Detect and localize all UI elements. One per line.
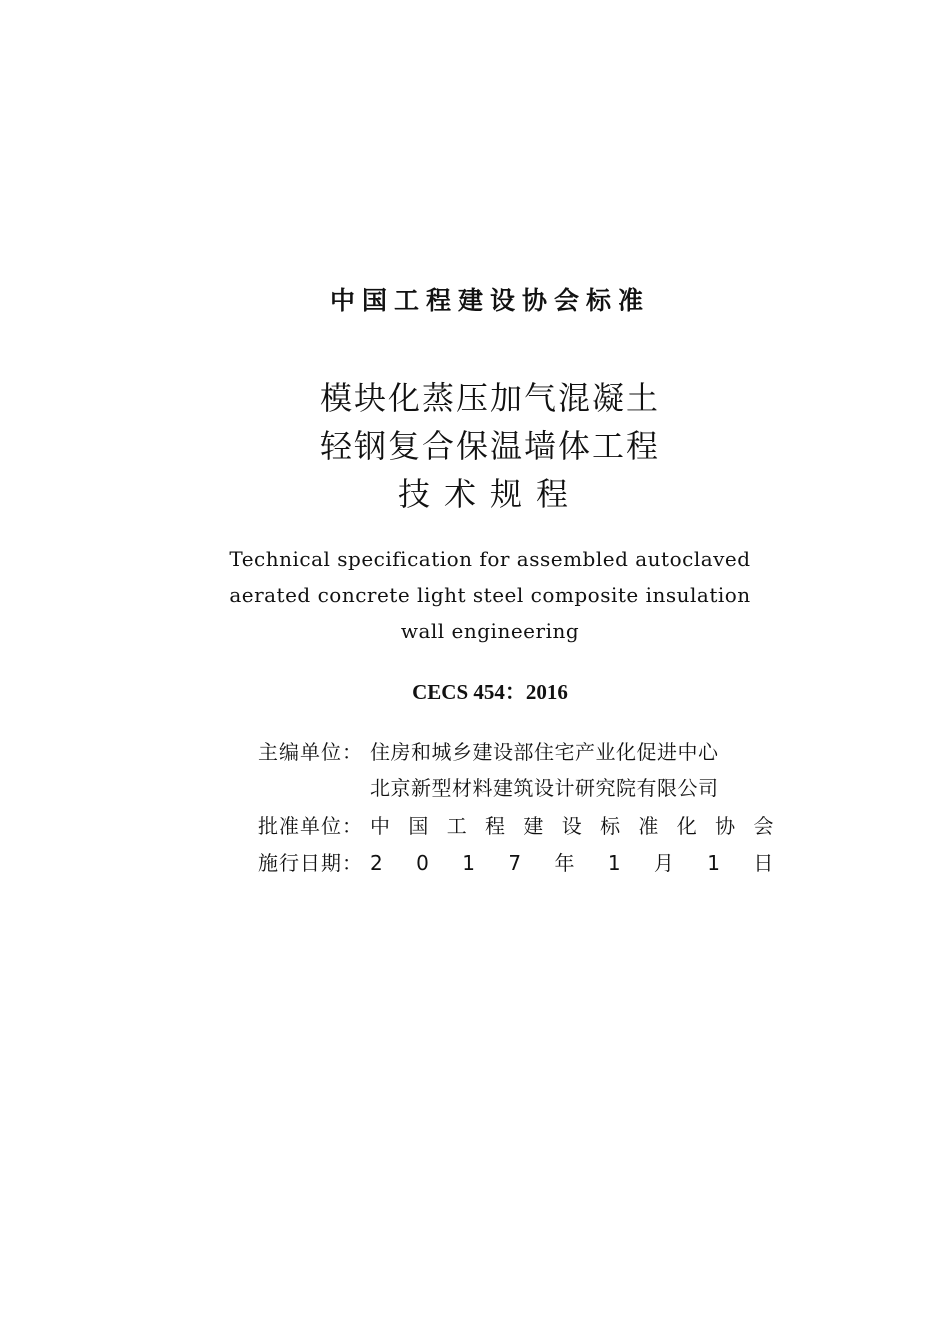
chief-editor-label: 主编单位： <box>258 740 363 764</box>
effective-date-char: 1 <box>707 851 721 875</box>
effective-date-char: 1 <box>462 851 476 875</box>
chief-editor-unit-2: 北京新型材料建筑设计研究院有限公司 <box>370 776 719 800</box>
english-title-line-2: aerated concrete light steel composite insulation <box>229 583 751 607</box>
effective-date <box>370 845 774 881</box>
effective-date-char: 2 <box>370 851 384 875</box>
effective-date-char: 月 <box>653 851 675 875</box>
approval-unit-char: 中 <box>370 814 391 838</box>
chief-editor-row <box>258 734 778 770</box>
main-title-line-3: 技术规程 <box>397 475 582 513</box>
approval-unit-char: 设 <box>561 814 583 838</box>
approval-unit-char: 准 <box>638 814 659 838</box>
effective-date-label: 施行日期： <box>258 851 363 875</box>
approval-row <box>258 808 778 844</box>
standard-code: CECS 454：2016 <box>412 680 568 704</box>
effective-date-char: 年 <box>554 851 575 875</box>
approval-unit-char: 化 <box>676 814 698 838</box>
effective-date-char: 1 <box>607 851 622 875</box>
main-title-line-2: 轻钢复合保温墙体工程 <box>319 427 660 465</box>
chief-editor-row-2 <box>258 770 778 806</box>
effective-date-char: 7 <box>508 851 522 875</box>
main-title-line-1: 模块化蒸压加气混凝土 <box>319 379 660 417</box>
approval-unit-char: 工 <box>446 814 468 838</box>
approval-unit-char: 程 <box>485 814 506 838</box>
effective-date-row <box>258 845 778 881</box>
effective-date-char: 0 <box>416 851 430 875</box>
english-title-line-3: wall engineering <box>400 619 580 643</box>
approval-unit <box>370 808 774 844</box>
approval-unit-char: 国 <box>408 814 429 838</box>
approval-label: 批准单位： <box>258 814 363 838</box>
effective-date-char: 日 <box>753 851 774 875</box>
approval-unit-char: 建 <box>523 814 544 838</box>
approval-unit-char: 会 <box>753 814 774 838</box>
approval-unit-char: 标 <box>600 814 621 838</box>
english-title-line-1: Technical specification for assembled autoclaved <box>229 547 751 571</box>
approval-unit-char: 协 <box>715 814 736 838</box>
chief-editor-unit-1: 住房和城乡建设部住宅产业化促进中心 <box>370 740 719 764</box>
series-title: 中国工程建设协会标准 <box>329 286 650 315</box>
